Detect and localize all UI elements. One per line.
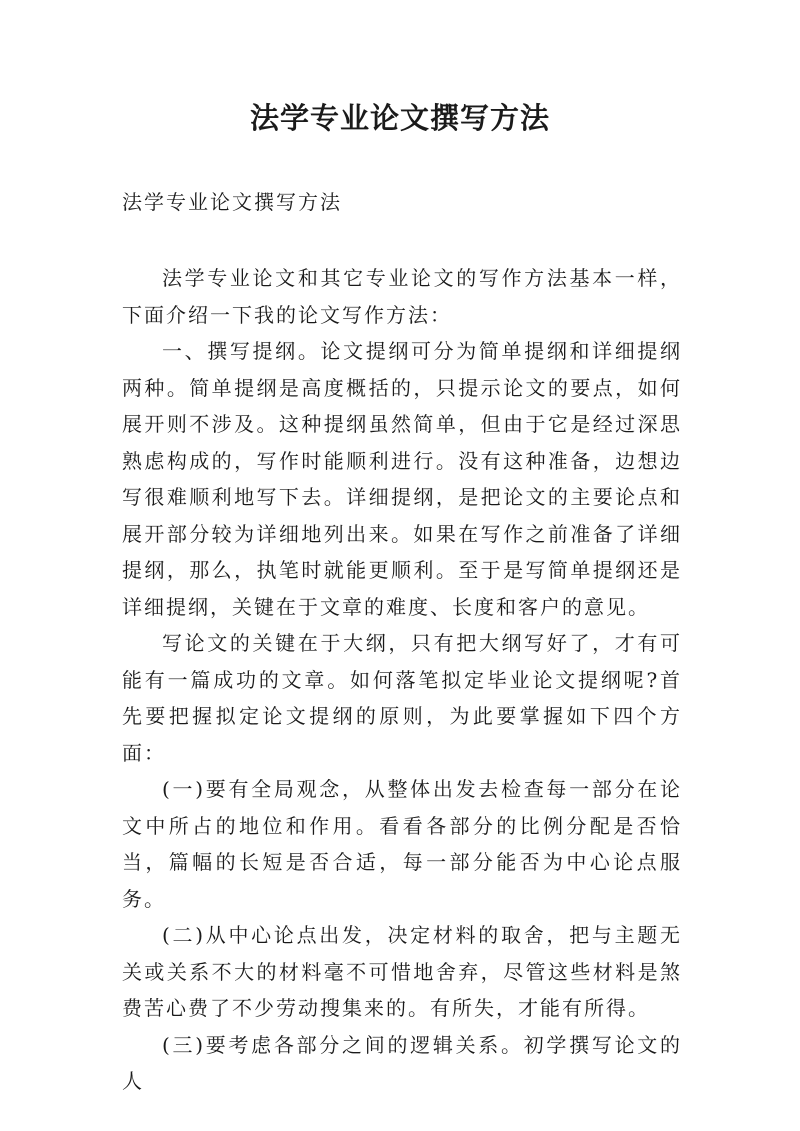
paragraph-intro: 法学专业论文和其它专业论文的写作方法基本一样，下面介绍一下我的论文写作方法：: [122, 266, 682, 327]
paragraph-point-1: (一)要有全局观念，从整体出发去检查每一部分在论文中所占的地位和作用。看看各部分的比例分配是否恰当，篇幅的长短是否合适，每一部分能否为中心论点服务。: [122, 777, 682, 911]
paragraph-key-outline: 写论文的关键在于大纲，只有把大纲写好了，才有可能有一篇成功的文章。如何落笔拟定毕业论文提纲呢?首先要把握拟定论文提纲的原则，为此要掌握如下四个方面：: [122, 631, 682, 765]
document-subtitle: 法学专业论文撰写方法: [122, 190, 342, 214]
paragraph-point-3: (三)要考虑各部分之间的逻辑关系。初学撰写论文的人: [122, 1032, 682, 1093]
document-title: 法学专业论文撰写方法: [249, 101, 550, 135]
document-body: [122, 260, 682, 1100]
paragraph-point-2: (二)从中心论点出发，决定材料的取舍，把与主题无关或关系不大的材料毫不可惜地舍弃，尽管这些材料是煞费苦心费了不少劳动搜集来的。有所失，才能有所得。: [122, 923, 682, 1020]
paragraph-outline: 一、撰写提纲。论文提纲可分为简单提纲和详细提纲两种。简单提纲是高度概括的，只提示论文的要点，如何展开则不涉及。这种提纲虽然简单，但由于它是经过深思熟虑构成的，写作时能顺利进行。没有这种准备，边想边写很难顺利地写下去。详细提纲，是把论文的主要论点和展开部分较为详细地列出来。如果在写作之前准备了详细提纲，那么，执笔时就能更顺利。至于是写简单提纲还是详细提纲，关键在于文章的难度、长度和客户的意见。: [122, 339, 682, 619]
